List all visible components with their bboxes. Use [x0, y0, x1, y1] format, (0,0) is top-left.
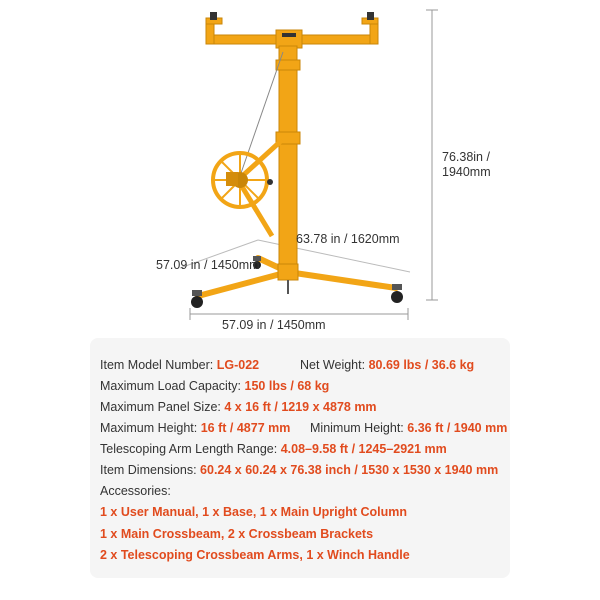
main-upright-column — [279, 46, 297, 272]
spec-label: Telescoping Arm Length Range: — [100, 442, 278, 456]
crossbeam-center-plate — [276, 30, 302, 48]
spec-value: 4.08–9.58 ft / 1245–2921 mm — [280, 442, 447, 456]
accessory-line: 1 x Main Crossbeam, 2 x Crossbeam Brackets — [100, 527, 374, 541]
spec-label: Maximum Height: — [100, 421, 198, 435]
caster-wheel-left — [191, 290, 203, 308]
base-hub — [278, 264, 298, 280]
spec-label: Net Weight: — [300, 358, 366, 372]
spec-label: Minimum Height: — [310, 421, 404, 435]
spec-row-panel — [100, 399, 377, 415]
spec-row-capacity — [100, 378, 329, 394]
specs-panel — [90, 338, 510, 578]
leg-width-dimension-label: 57.09 in / 1450mm — [156, 258, 260, 272]
height-dimension-line — [426, 10, 438, 300]
accessory-line: 2 x Telescoping Crossbeam Arms, 1 x Winch Handle — [100, 548, 410, 562]
spec-value: 16 ft / 4877 mm — [200, 421, 291, 435]
spec-label: Accessories: — [100, 484, 171, 498]
spec-label: Maximum Load Capacity: — [100, 379, 242, 393]
accessory-line: 1 x User Manual, 1 x Base, 1 x Main Upright Column — [100, 505, 408, 519]
spec-row-model — [100, 357, 259, 373]
spec-row-accessories — [100, 483, 171, 499]
base-width-dimension-label: 57.09 in / 1450mm — [222, 318, 326, 332]
spec-row-min-height — [310, 420, 507, 436]
spec-value: 6.36 ft / 1940 mm — [407, 421, 508, 435]
spec-label: Item Dimensions: — [100, 463, 197, 477]
spec-value: 150 lbs / 68 kg — [244, 379, 330, 393]
spec-row-dimensions — [100, 462, 498, 478]
winch-wheel — [213, 153, 273, 207]
spec-row-max-height — [100, 420, 290, 436]
spec-value: 4 x 16 ft / 1219 x 4878 mm — [224, 400, 377, 414]
caster-wheel-right — [391, 284, 403, 303]
spec-value: 80.69 lbs / 36.6 kg — [368, 358, 475, 372]
spec-row-arm-length — [100, 441, 447, 457]
spec-label: Maximum Panel Size: — [100, 400, 221, 414]
height-dimension-label: 76.38in / 1940mm — [442, 150, 491, 179]
spec-label: Item Model Number: — [100, 358, 214, 372]
leg-length-dimension-label: 63.78 in / 1620mm — [296, 232, 400, 246]
spec-row-weight — [300, 357, 474, 373]
spec-value: LG-022 — [216, 358, 260, 372]
spec-value: 60.24 x 60.24 x 76.38 inch / 1530 x 1530 x 1940 mm — [200, 463, 499, 477]
